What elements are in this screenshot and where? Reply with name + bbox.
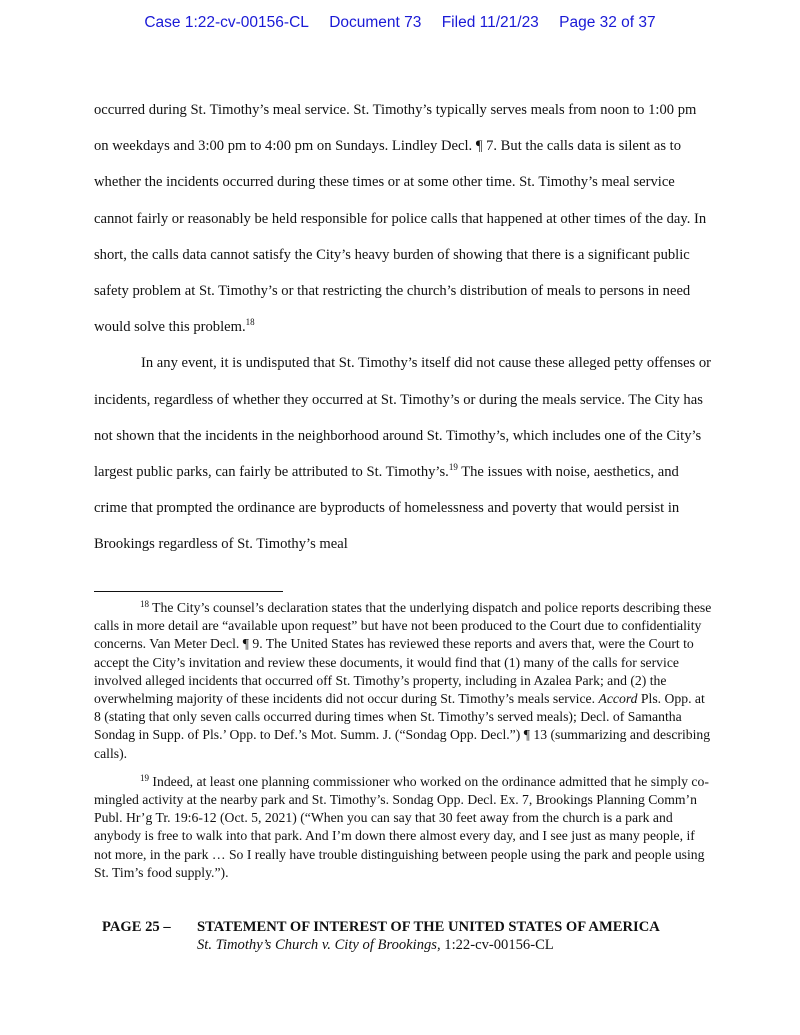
footer-case xyxy=(102,936,712,954)
case-name: St. Timothy’s Church v. City of Brookings xyxy=(197,937,437,953)
footer-title: STATEMENT OF INTEREST OF THE UNITED STATES OF AMERICA xyxy=(197,919,660,935)
case-docket: , 1:22-cv-00156-CL xyxy=(436,937,554,953)
footnote-ref-19[interactable]: 19 xyxy=(448,462,458,473)
footnote-18: $^{18}$ The City’s counsel’s declaration states that the underlying dispatch and police reports describing these calls in more detail are “available upon request” but have not been produced to the Court due to confidentiality concerns. Van Meter Decl. ¶ 9. The United States has reviewed these reports and avers that, were the Court to accept the City’s invitation and review these documents, it would find that (1) many of the calls for service involved alleged incidents that occurred off St. Timothy’s property, including in Azalea Park; and (2) the overwhelming majority of these incidents did not occur during St. Timothy’s meals service. Accord Pls. Opp. at 8 (stating that only seven calls occurred during times when St. Timothy’s served meals); Decl. of Samantha Sondag in Supp. of Pls.’ Opp. to Def.’s Mot. Summ. J. (“Sondag Opp. Decl.”) ¶ 13 (summarizing and describing calls). xyxy=(94,599,712,761)
footnote-ref-18[interactable]: 18 xyxy=(245,317,255,328)
page-count: Page 32 of 37 xyxy=(559,14,656,31)
ecf-header xyxy=(0,14,800,32)
paragraph-1: occurred during St. Timothy’s meal service. St. Timothy’s typically serves meals from noon to 1:00 pm on weekdays and 3:00 pm to 4:00 pm on Sundays. Lindley Decl. ¶ 7. But the calls data is silent as to whether the incidents occurred during these times or at some other time. St. Timothy’s meal service cannot fairly or reasonably be held responsible for police calls that happened at other times of the day. In short, the calls data cannot satisfy the City’s heavy burden of showing that there is a significant public safety problem at St. Timothy’s or that restricting the church’s distribution of meals to persons in need would solve this problem.$^{18}$ xyxy=(94,102,707,336)
page-label: PAGE 25 – xyxy=(102,919,171,935)
footnote-19: $^{19}$ Indeed, at least one planning commissioner who worked on the ordinance admitted that he simply co-mingled activity at the nearby park and St. Timothy’s. Sondag Opp. Decl. Ex. 7, Brookings Planning Comm’n Publ. Hr’g Tr. 19:6-12 (Oct. 5, 2021) (“When you can say that 30 feet away from the church is a park and anybody is free to walk into that park. And I’m down there almost every day, and I see just as many people, if not more, in the park … So I really have trouble distinguishing between people using the park and people using St. Tim’s food supply.”). xyxy=(94,772,709,880)
paragraph-2: In any event, it is undisputed that St. Timothy’s itself did not cause these alleged petty offenses or incidents, regardless of whether they occurred at St. Timothy’s or during the meals service. The City has not shown that the incidents in the neighborhood around St. Timothy’s, which includes one of the City’s largest public parks, can fairly be attributed to St. Timothy’s.$^{19}$ The issues with noise, aesthetics, and crime that prompted the ordinance are byproducts of homelessness and poverty that would persist in Brookings regardless of St. Timothy’s meal xyxy=(94,355,712,553)
footnotes xyxy=(94,599,712,892)
document-body xyxy=(94,92,714,563)
document-number: Document 73 xyxy=(329,14,422,31)
case-number: Case 1:22-cv-00156-CL xyxy=(144,14,309,31)
filed-date: Filed 11/21/23 xyxy=(441,14,539,31)
footnote-divider xyxy=(94,591,283,592)
page-footer xyxy=(102,918,712,954)
